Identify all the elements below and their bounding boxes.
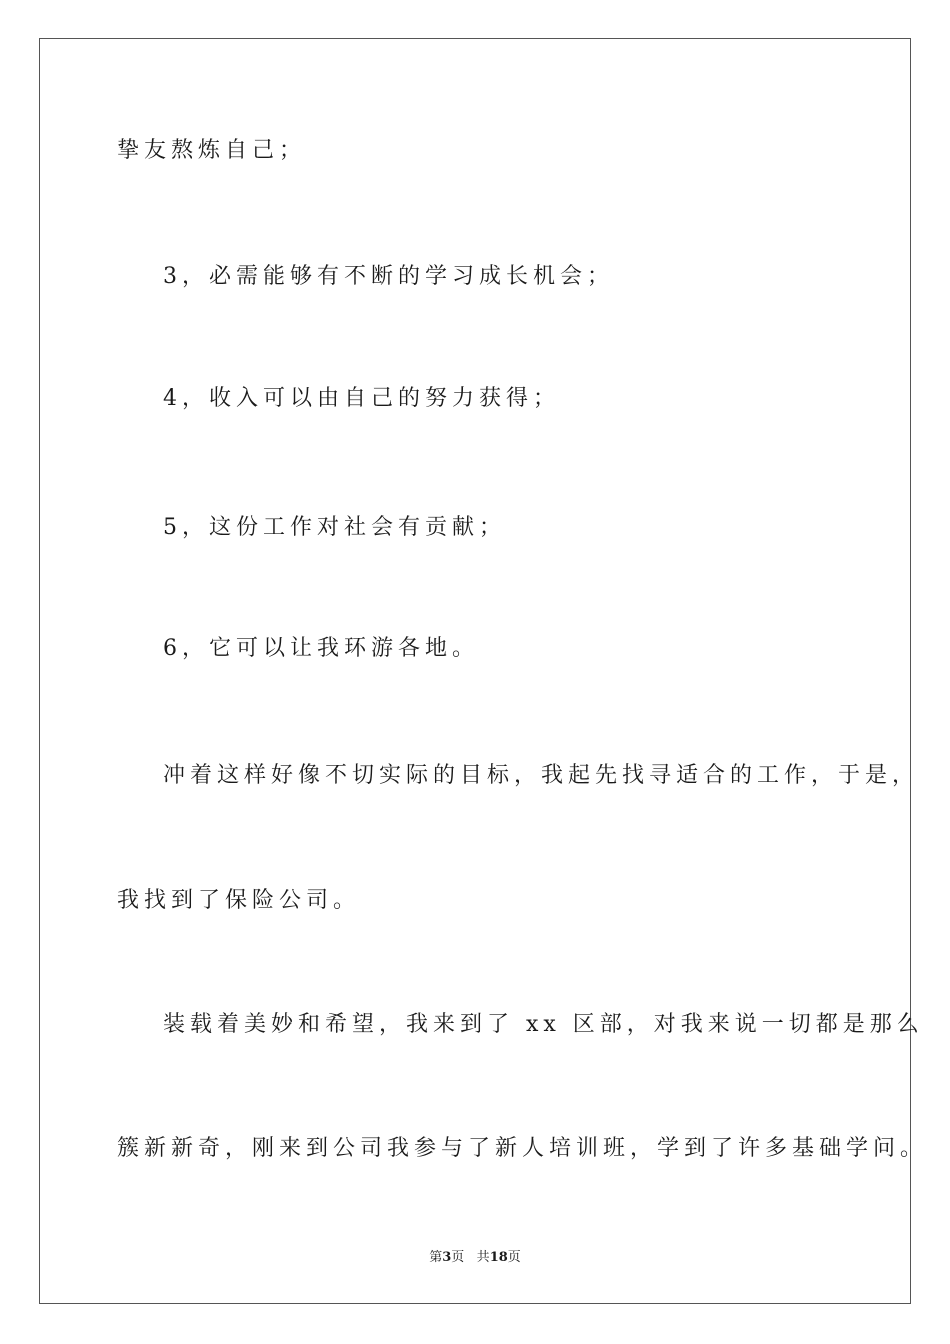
page-prefix: 第	[429, 1250, 443, 1265]
list-item-3: 3，必需能够有不断的学习成长机会；	[163, 264, 614, 289]
paragraph-line-4: 簇新新奇，刚来到公司我参与了新人培训班，学到了许多基础学问。	[117, 1136, 928, 1161]
body-line-1: 挚友熬炼自己；	[117, 138, 307, 163]
page-footer	[0, 1249, 950, 1267]
total-pages: 18	[489, 1250, 508, 1265]
list-item-5: 5，这份工作对社会有贡献；	[163, 515, 506, 540]
list-item-4: 4，收入可以由自己的努力获得；	[163, 386, 560, 411]
paragraph-line-3: 装载着美妙和希望，我来到了 xx 区部，对我来说一切都是那么	[163, 1012, 924, 1037]
total-prefix: 共	[476, 1250, 490, 1265]
paragraph-line-1: 冲着这样好像不切实际的目标，我起先找寻适合的工作，于是，	[163, 763, 920, 788]
total-suffix: 页	[507, 1250, 521, 1265]
list-item-6: 6，它可以让我环游各地。	[163, 636, 479, 661]
page-border	[39, 38, 911, 1304]
page-suffix: 页	[451, 1250, 465, 1265]
paragraph-line-2: 我找到了保险公司。	[117, 888, 361, 913]
page-number: 3	[442, 1250, 452, 1265]
